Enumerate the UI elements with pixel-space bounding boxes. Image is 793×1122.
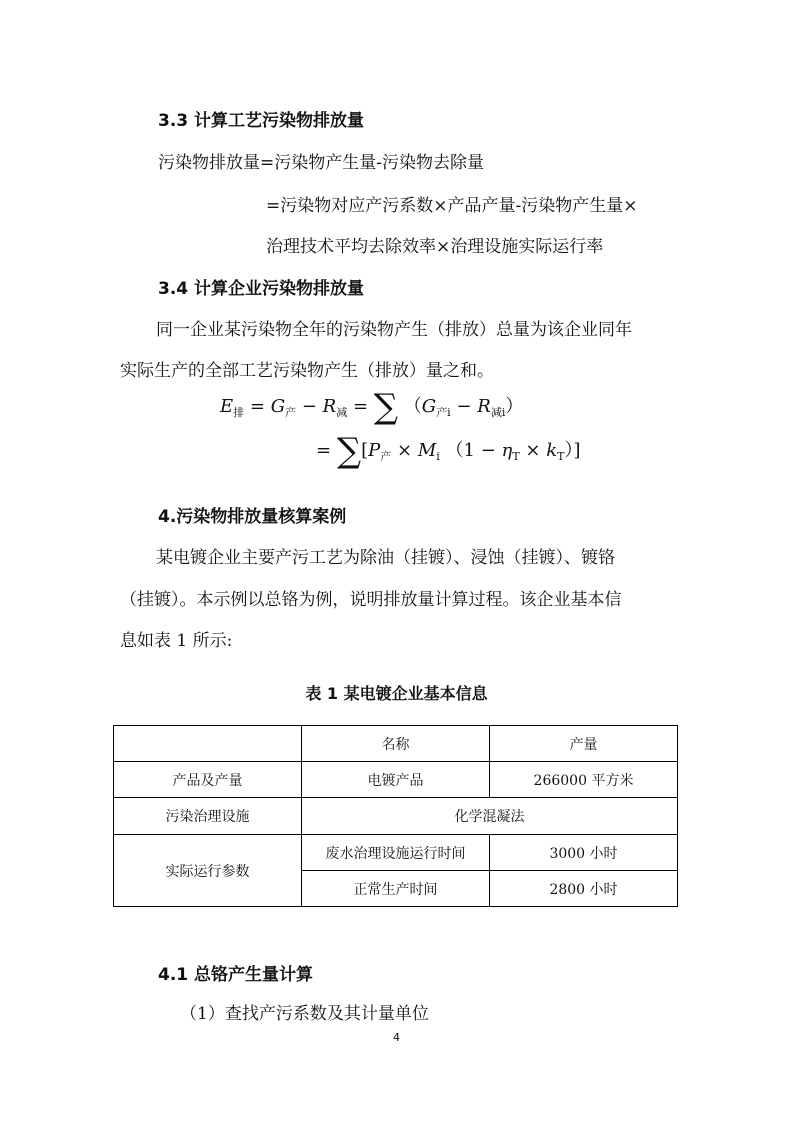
formula-line-1: 污染物排放量=污染物产生量-污染物去除量 — [158, 153, 484, 173]
formula-line-3: 治理技术平均去除效率×治理设施实际运行率 — [266, 237, 604, 257]
table-cell: 化学混凝法 — [302, 798, 678, 835]
table-cell: 正常生产时间 — [302, 871, 490, 907]
table-caption: 表 1 某电镀企业基本信息 — [305, 684, 488, 703]
table-row — [114, 762, 678, 798]
summation-symbol: ∑ — [373, 387, 399, 427]
page-number: 4 — [393, 1031, 400, 1044]
section-4-1-item-1: （1）查找产污系数及其计量单位 — [180, 1004, 429, 1024]
summation-symbol: ∑ — [336, 431, 362, 471]
table-row-label: 污染治理设施 — [114, 798, 302, 835]
enterprise-info-table — [113, 725, 678, 907]
section-3-4-paragraph-line-1: 同一企业某污染物全年的污染物产生（排放）总量为该企业同年 — [156, 320, 632, 340]
table-row — [114, 835, 678, 871]
section-4-paragraph-line-3: 息如表 1 所示: — [120, 631, 233, 651]
section-3-3-heading: 3.3 计算工艺污染物排放量 — [158, 111, 365, 131]
table-cell: 废水治理设施运行时间 — [302, 835, 490, 871]
section-4-1-heading: 4.1 总铬产生量计算 — [158, 965, 314, 985]
section-3-4-paragraph-line-2: 实际生产的全部工艺污染物产生（排放）量之和。 — [120, 361, 494, 381]
table-cell: 3000 小时 — [490, 835, 678, 871]
table-row — [114, 798, 678, 835]
table-header-amount: 产量 — [490, 726, 678, 762]
sum-formula-line-1: $E_排 = G_产 - R_减$ = ∑ $(G_{产i} - R_{减i})$ — [220, 387, 524, 427]
table-cell: 266000 平方米 — [490, 762, 678, 798]
section-3-4-heading: 3.4 计算企业污染物排放量 — [158, 279, 365, 299]
section-4-heading: 4.污染物排放量核算案例 — [158, 507, 347, 527]
section-4-paragraph-line-2: （挂镀）。本示例以总铬为例，说明排放量计算过程。该企业基本信 — [120, 590, 622, 610]
table-row-label: 实际运行参数 — [114, 835, 302, 907]
table-header-row — [114, 726, 678, 762]
table-header-empty — [114, 726, 302, 762]
table-header-name: 名称 — [302, 726, 490, 762]
section-4-paragraph-line-1: 某电镀企业主要产污工艺为除油（挂镀）、浸蚀（挂镀）、镀铬 — [156, 548, 615, 568]
formula-line-2: =污染物对应产污系数×产品产量-污染物产生量× — [266, 196, 638, 216]
table-cell: 2800 小时 — [490, 871, 678, 907]
table-row-label: 产品及产量 — [114, 762, 302, 798]
sum-formula-line-2: = $\sum[P_产 \times M_i$ $(1 - \eta_T \times k_T)$] — [316, 431, 581, 471]
table-cell: 电镀产品 — [302, 762, 490, 798]
